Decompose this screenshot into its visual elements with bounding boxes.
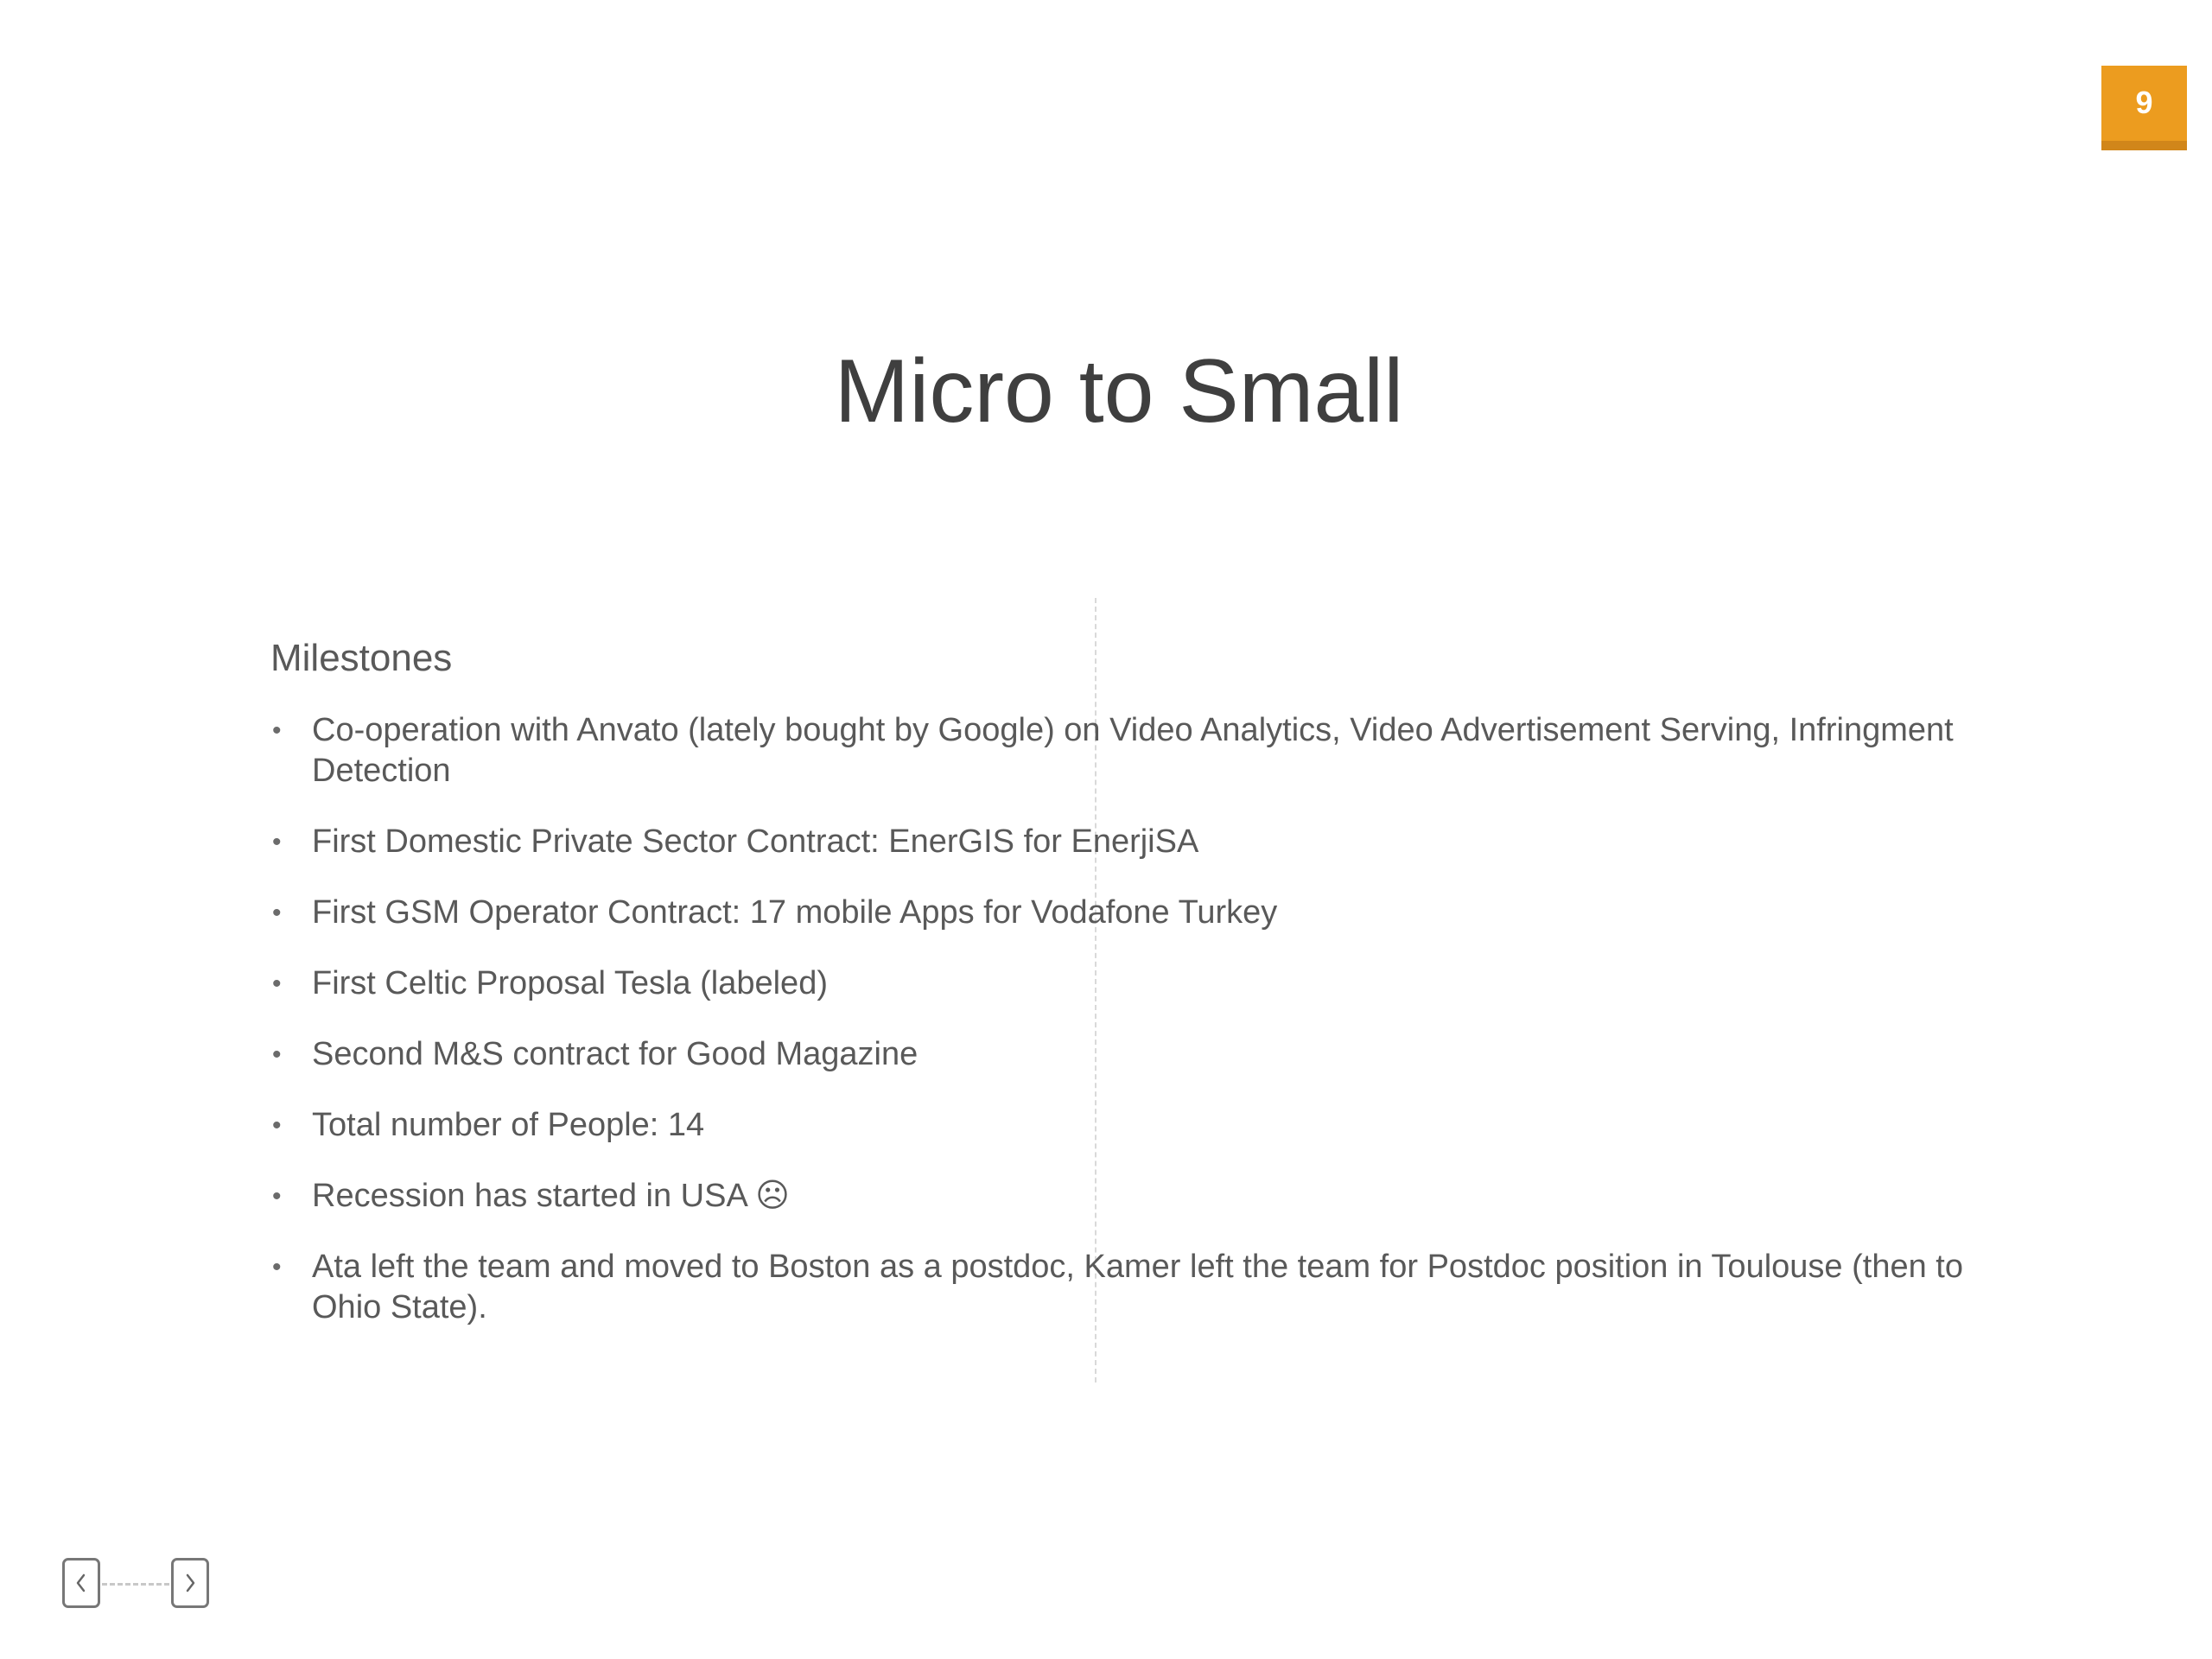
slide-content (270, 634, 1964, 1358)
previous-slide-button[interactable] (62, 1558, 100, 1608)
bullet-icon: • (272, 899, 282, 927)
list-item-text: Co-operation with Anvato (lately bought by Google) on Video Analytics, Video Advertisement Serving, Infringment Detection (312, 712, 1954, 789)
list-item-text: Total number of People: 14 (312, 1107, 705, 1143)
list-item (270, 1247, 1964, 1328)
list-item-text: First Domestic Private Sector Contract: EnerGIS for EnerjiSA (312, 823, 1199, 860)
bullet-icon: • (272, 1182, 282, 1211)
milestones-heading: Milestones (270, 637, 453, 679)
page-number-badge (2101, 66, 2187, 150)
list-item (270, 1034, 1964, 1075)
bullet-icon: • (272, 1111, 282, 1140)
bullet-icon: • (272, 716, 282, 745)
milestones-list (270, 710, 1964, 1328)
list-item (270, 1176, 1964, 1217)
list-item (270, 822, 1964, 862)
list-item-text: Second M&S contract for Good Magazine (312, 1036, 918, 1072)
slide-title: Micro to Small (834, 341, 1404, 442)
list-item-text: Ata left the team and moved to Boston as a postdoc, Kamer left the team for Postdoc position in Toulouse (then to Ohio State). (312, 1249, 1963, 1325)
list-item-text: Recession has started in USA ☹ (312, 1178, 790, 1214)
list-item (270, 893, 1964, 933)
page-number: 9 (2135, 84, 2153, 120)
slide-navigation (62, 1558, 214, 1611)
chevron-right-icon (181, 1571, 199, 1595)
bullet-icon: • (272, 969, 282, 998)
navigation-track (102, 1583, 169, 1586)
list-item-text: First GSM Operator Contract: 17 mobile Apps for Vodafone Turkey (312, 894, 1278, 931)
list-item-text: First Celtic Proposal Tesla (labeled) (312, 965, 828, 1001)
list-item (270, 710, 1964, 791)
chevron-left-icon (73, 1571, 90, 1595)
next-slide-button[interactable] (171, 1558, 209, 1608)
bullet-icon: • (272, 828, 282, 856)
list-item (270, 963, 1964, 1004)
bullet-icon: • (272, 1040, 282, 1069)
bullet-icon: • (272, 1253, 282, 1281)
list-item (270, 1105, 1964, 1146)
